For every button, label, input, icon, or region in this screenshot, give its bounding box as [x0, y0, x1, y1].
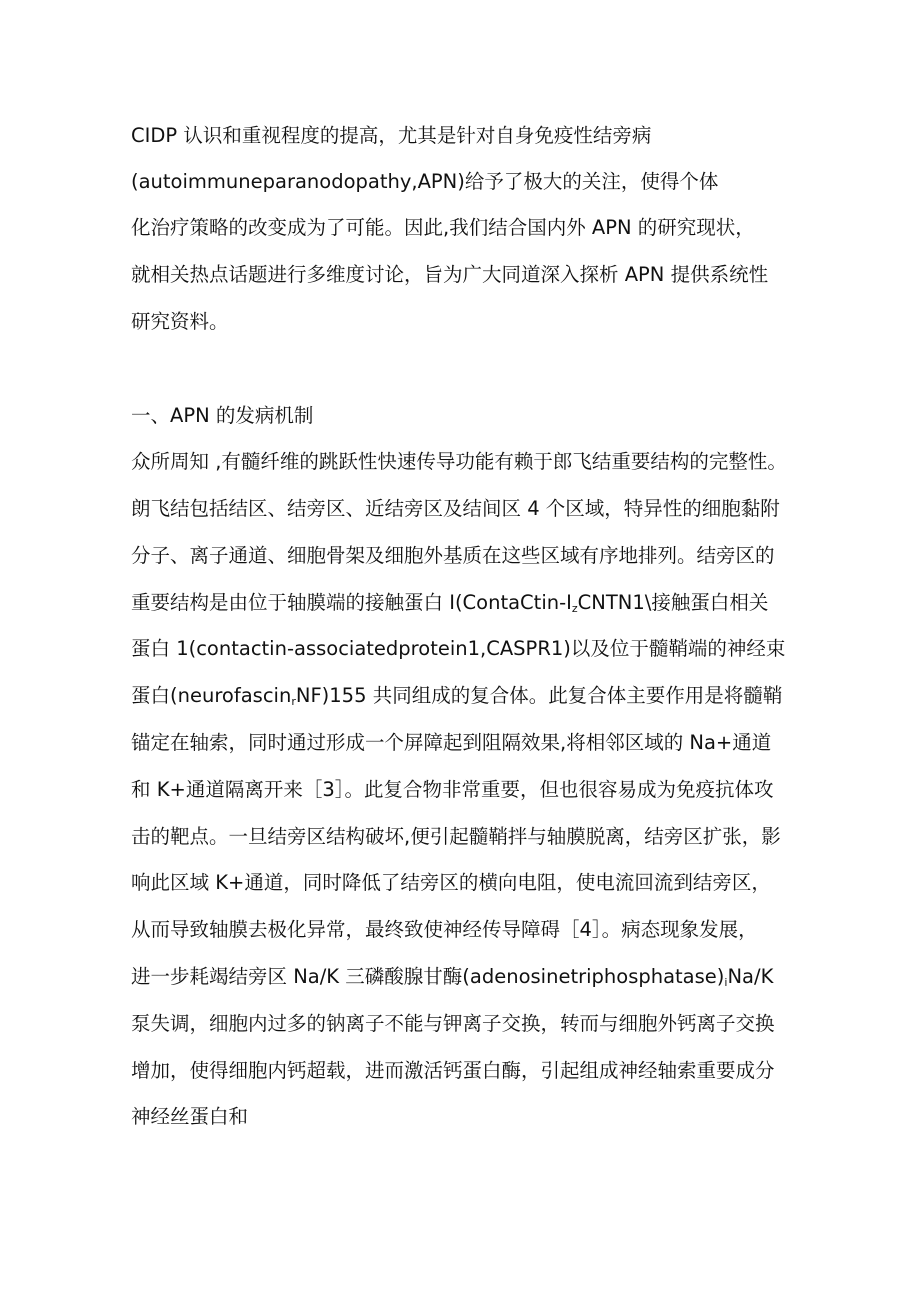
intro-line-3: 化治疗策略的改变成为了可能。因此,我们结合国内外 APN 的研究现状，: [131, 216, 755, 239]
mechanism-line-1: 众所周知 ,有髓纤维的跳跃性快速传导功能有赖于郎飞结重要结构的完整性。: [131, 450, 787, 473]
subscript-z: z: [571, 602, 578, 615]
mechanism-line-7: 锚定在轴索，同时通过形成一个屏障起到阻隔效果,将相邻区域的 Na+通道: [131, 731, 772, 754]
mechanism-line-12: [131, 964, 773, 990]
subscript-r: r: [291, 695, 296, 708]
mechanism-line-4: [131, 590, 768, 616]
mechanism-line-6: [131, 683, 782, 709]
mechanism-line-6-tail: NF)155 共同组成的复合体。此复合体主要作用是将髓鞘: [295, 684, 783, 707]
intro-line-1: CIDP 认识和重视程度的提高，尤其是针对自身免疫性结旁病: [131, 124, 652, 147]
mechanism-line-3: 分子、离子通道、细胞骨架及细胞外基质在这些区域有序地排列。结旁区的: [131, 544, 775, 567]
intro-line-2: (autoimmuneparanodopathy,APN)给予了极大的关注，使得个体: [131, 170, 719, 193]
mechanism-line-9: 击的靶点。一旦结旁区结构破坏,便引起髓鞘拌与轴膜脱离，结旁区扩张，影: [131, 825, 781, 848]
mechanism-line-4-tail: CNTN1\接触蛋白相关: [577, 591, 769, 614]
section-heading: 一、APN 的发病机制: [131, 404, 314, 427]
mechanism-line-6-text: 蛋白(neurofascin: [131, 684, 292, 707]
mechanism-line-12-text: 进一步耗竭结旁区 Na/K 三磷酸腺甘酶(adenosinetriphosphatase): [131, 965, 725, 988]
intro-line-5: 研究资料。: [131, 310, 229, 333]
subscript-i: i: [724, 976, 728, 989]
mechanism-line-12-tail: Na/K: [727, 965, 774, 988]
mechanism-line-15: 神经丝蛋白和: [131, 1105, 249, 1128]
mechanism-line-11: 从而导致轴膜去极化异常，最终致使神经传导障碍［4］。病态现象发展，: [131, 918, 758, 941]
mechanism-line-2: 朗飞结包括结区、结旁区、近结旁区及结间区 4 个区域，特异性的细胞黏附: [131, 497, 780, 520]
mechanism-line-13: 泵失调，细胞内过多的钠离子不能与钾离子交换，转而与细胞外钙离子交换: [131, 1012, 775, 1035]
mechanism-line-8: 和 K+通道隔离开来［3］。此复合物非常重要，但也很容易成为免疫抗体攻: [131, 778, 774, 801]
mechanism-line-4-text: 重要结构是由位于轴膜端的接触蛋白 I(ContaCtin-I: [131, 591, 572, 614]
intro-line-4: 就相关热点话题进行多维度讨论，旨为广大同道深入探析 APN 提供系统性: [131, 263, 769, 286]
mechanism-line-5: 蛋白 1(contactin-associatedprotein1,CASPR1)以及位于髓鞘端的神经束: [131, 637, 786, 660]
mechanism-line-10: 响此区域 K+通道，同时降低了结旁区的横向电阻，使电流回流到结旁区，: [131, 871, 771, 894]
mechanism-line-14: 增加，使得细胞内钙超载，进而激活钙蛋白酶，引起组成神经轴索重要成分: [131, 1059, 775, 1082]
